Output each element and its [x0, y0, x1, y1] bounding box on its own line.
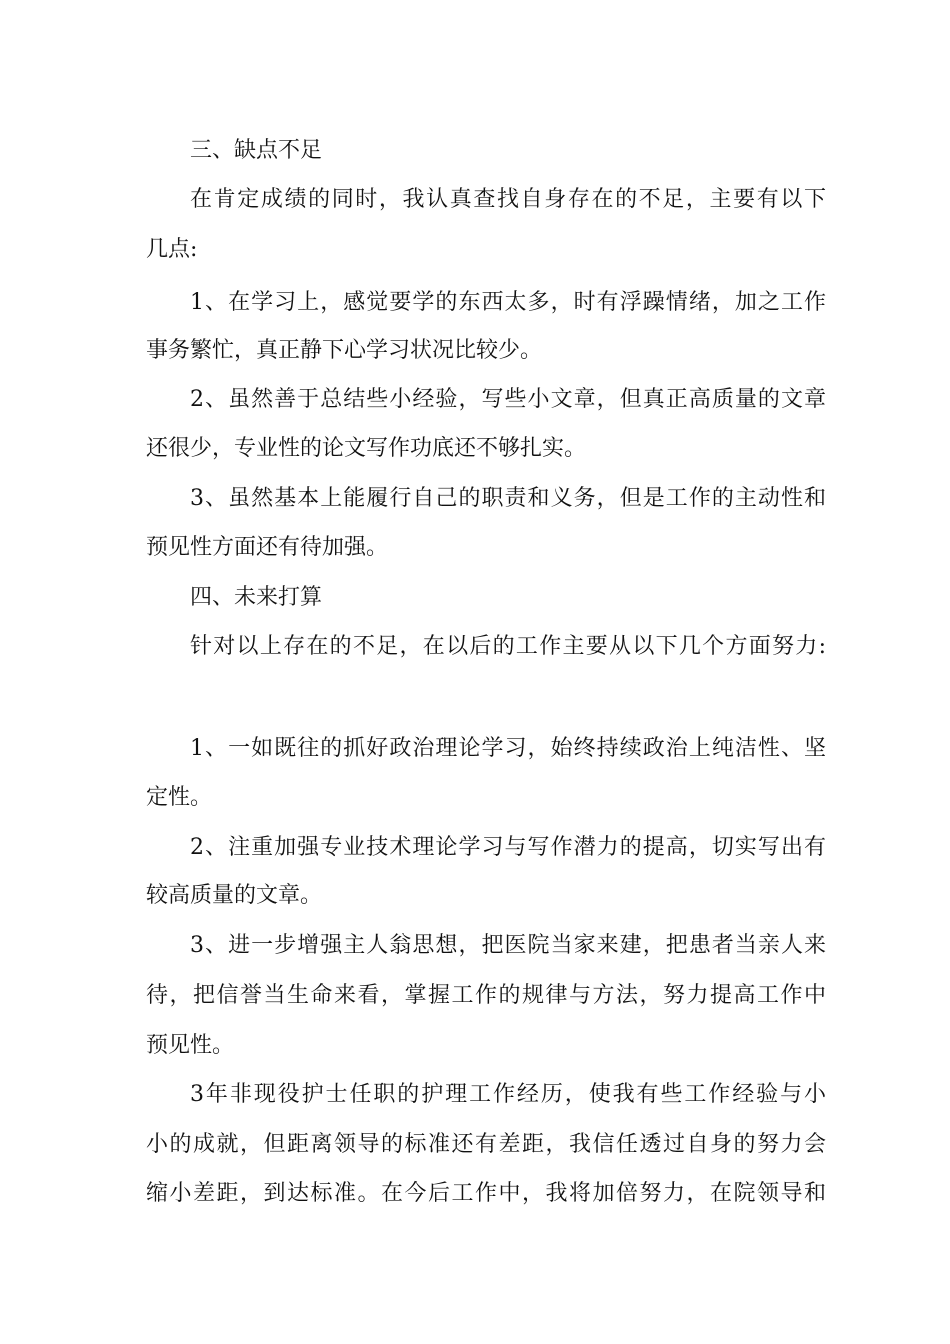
section-heading-shortcomings: 三、缺点不足 — [190, 138, 323, 163]
paragraph-line: 定性。 — [146, 785, 213, 810]
paragraph-line: 缩小差距，到达标准。在今后工作中，我将加倍努力，在院领导和 — [146, 1181, 826, 1206]
paragraph-line: 针对以上存在的不足，在以后的工作主要从以下几个方面努力: — [190, 634, 826, 659]
paragraph-line: 待，把信誉当生命来看，掌握工作的规律与方法，努力提高工作中 — [146, 983, 826, 1008]
paragraph-line: 2、注重加强专业技术理论学习与写作潜力的提高，切实写出有 — [190, 835, 826, 860]
paragraph-line: 3年非现役护士任职的护理工作经历，使我有些工作经验与小 — [190, 1082, 826, 1107]
paragraph-line: 3、进一步增强主人翁思想，把医院当家来建，把患者当亲人来 — [190, 933, 826, 958]
paragraph-line: 较高质量的文章。 — [146, 883, 323, 908]
paragraph-line: 1、在学习上，感觉要学的东西太多，时有浮躁情绪，加之工作 — [190, 290, 826, 315]
paragraph-line: 预见性。 — [146, 1033, 235, 1058]
paragraph-line: 1、一如既往的抓好政治理论学习，始终持续政治上纯洁性、坚 — [190, 736, 826, 761]
paragraph-line: 还很少，专业性的论文写作功底还不够扎实。 — [146, 436, 587, 461]
paragraph-line: 事务繁忙，真正静下心学习状况比较少。 — [146, 338, 543, 363]
section-heading-future-plans: 四、未来打算 — [190, 585, 323, 610]
paragraph-line: 2、虽然善于总结些小经验，写些小文章，但真正高质量的文章 — [190, 387, 826, 412]
paragraph-line: 在肯定成绩的同时，我认真查找自身存在的不足，主要有以下 — [190, 187, 826, 212]
paragraph-line: 3、虽然基本上能履行自己的职责和义务，但是工作的主动性和 — [190, 486, 826, 511]
paragraph-line: 几点: — [146, 237, 198, 262]
paragraph-line: 预见性方面还有待加强。 — [146, 535, 389, 560]
paragraph-line: 小的成就，但距离领导的标准还有差距，我信任透过自身的努力会 — [146, 1132, 826, 1157]
